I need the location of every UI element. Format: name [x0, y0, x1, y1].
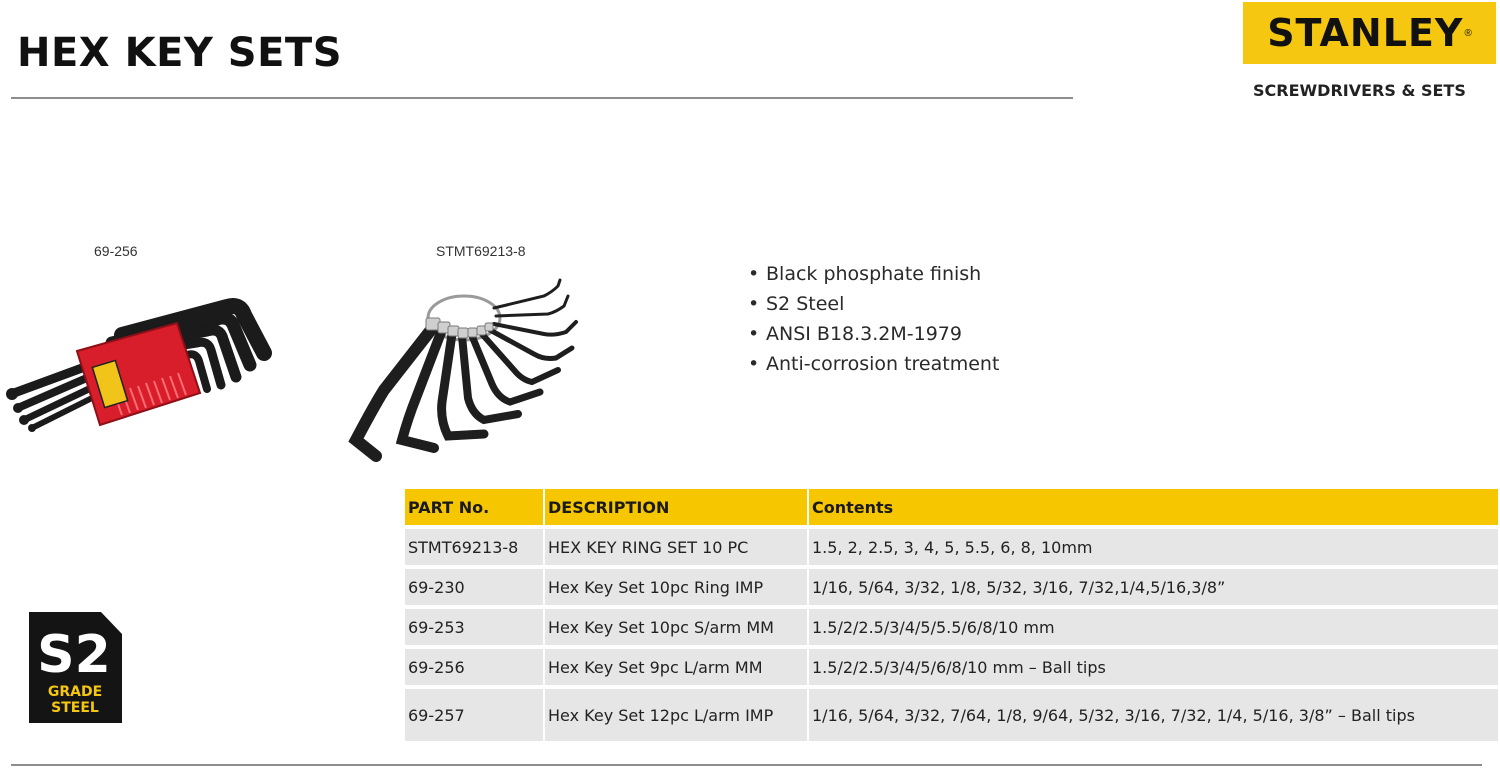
description-cell: Hex Key Set 12pc L/arm IMP: [544, 687, 808, 741]
parts-table: [405, 489, 1498, 741]
page-title: HEX KEY SETS: [17, 30, 343, 76]
table-row: [405, 647, 1498, 687]
contents-cell: 1/16, 5/64, 3/32, 7/64, 1/8, 9/64, 5/32, 3/16, 7/32, 1/4, 5/16, 3/8” – Ball tips: [808, 687, 1498, 741]
contents-cell: 1.5/2/2.5/3/4/5/6/8/10 mm – Ball tips: [808, 647, 1498, 687]
table-row: [405, 567, 1498, 607]
feature-text: ANSI B18.3.2M-1979: [766, 323, 962, 345]
badge-grade-text: GRADE: [47, 684, 103, 700]
part-number-cell: 69-257: [405, 687, 544, 741]
table-row: [405, 607, 1498, 647]
bullet-icon: •: [748, 293, 760, 315]
feature-list: [748, 262, 999, 382]
column-header-description: DESCRIPTION: [544, 489, 808, 527]
bullet-icon: •: [748, 353, 760, 375]
hex-key-ring-set-image: [344, 278, 584, 468]
contents-cell: 1/16, 5/64, 3/32, 1/8, 5/32, 3/16, 7/32,1/4,5/16,3/8”: [808, 567, 1498, 607]
contents-cell: 1.5/2/2.5/3/4/5/5.5/6/8/10 mm: [808, 607, 1498, 647]
badge-steel-text: STEEL: [51, 700, 99, 716]
part-number-cell: STMT69213-8: [405, 527, 544, 567]
table-row: [405, 687, 1498, 741]
feature-text: S2 Steel: [766, 293, 845, 315]
footer-divider: [11, 764, 1482, 766]
contents-cell: 1.5, 2, 2.5, 3, 4, 5, 5.5, 6, 8, 10mm: [808, 527, 1498, 567]
registered-mark: ®: [1464, 27, 1472, 39]
column-header-part-no: PART No.: [405, 489, 544, 527]
part-number-cell: 69-256: [405, 647, 544, 687]
brand-logo-text: STANLEY: [1267, 11, 1464, 55]
description-cell: Hex Key Set 10pc Ring IMP: [544, 567, 808, 607]
table-header-row: [405, 489, 1498, 527]
feature-item: [748, 322, 999, 352]
feature-item: [748, 292, 999, 322]
feature-text: Black phosphate finish: [766, 263, 982, 285]
feature-text: Anti-corrosion treatment: [766, 353, 1000, 375]
bullet-icon: •: [748, 263, 760, 285]
s2-grade-steel-badge-icon: [29, 612, 122, 723]
table-row: [405, 527, 1498, 567]
image-label-ball-set: 69-256: [94, 243, 138, 259]
category-subtitle: SCREWDRIVERS & SETS: [1253, 81, 1466, 100]
column-header-contents: Contents: [808, 489, 1498, 527]
part-number-cell: 69-230: [405, 567, 544, 607]
brand-logo: [1243, 2, 1496, 64]
description-cell: Hex Key Set 10pc S/arm MM: [544, 607, 808, 647]
badge-s2-text: S2: [37, 625, 111, 685]
title-divider: [11, 97, 1073, 99]
feature-item: [748, 262, 999, 292]
part-number-cell: 69-253: [405, 607, 544, 647]
image-label-ring-set: STMT69213-8: [436, 243, 526, 259]
feature-item: [748, 352, 999, 382]
description-cell: HEX KEY RING SET 10 PC: [544, 527, 808, 567]
bullet-icon: •: [748, 323, 760, 345]
description-cell: Hex Key Set 9pc L/arm MM: [544, 647, 808, 687]
hex-key-holder-set-image: [2, 285, 282, 435]
